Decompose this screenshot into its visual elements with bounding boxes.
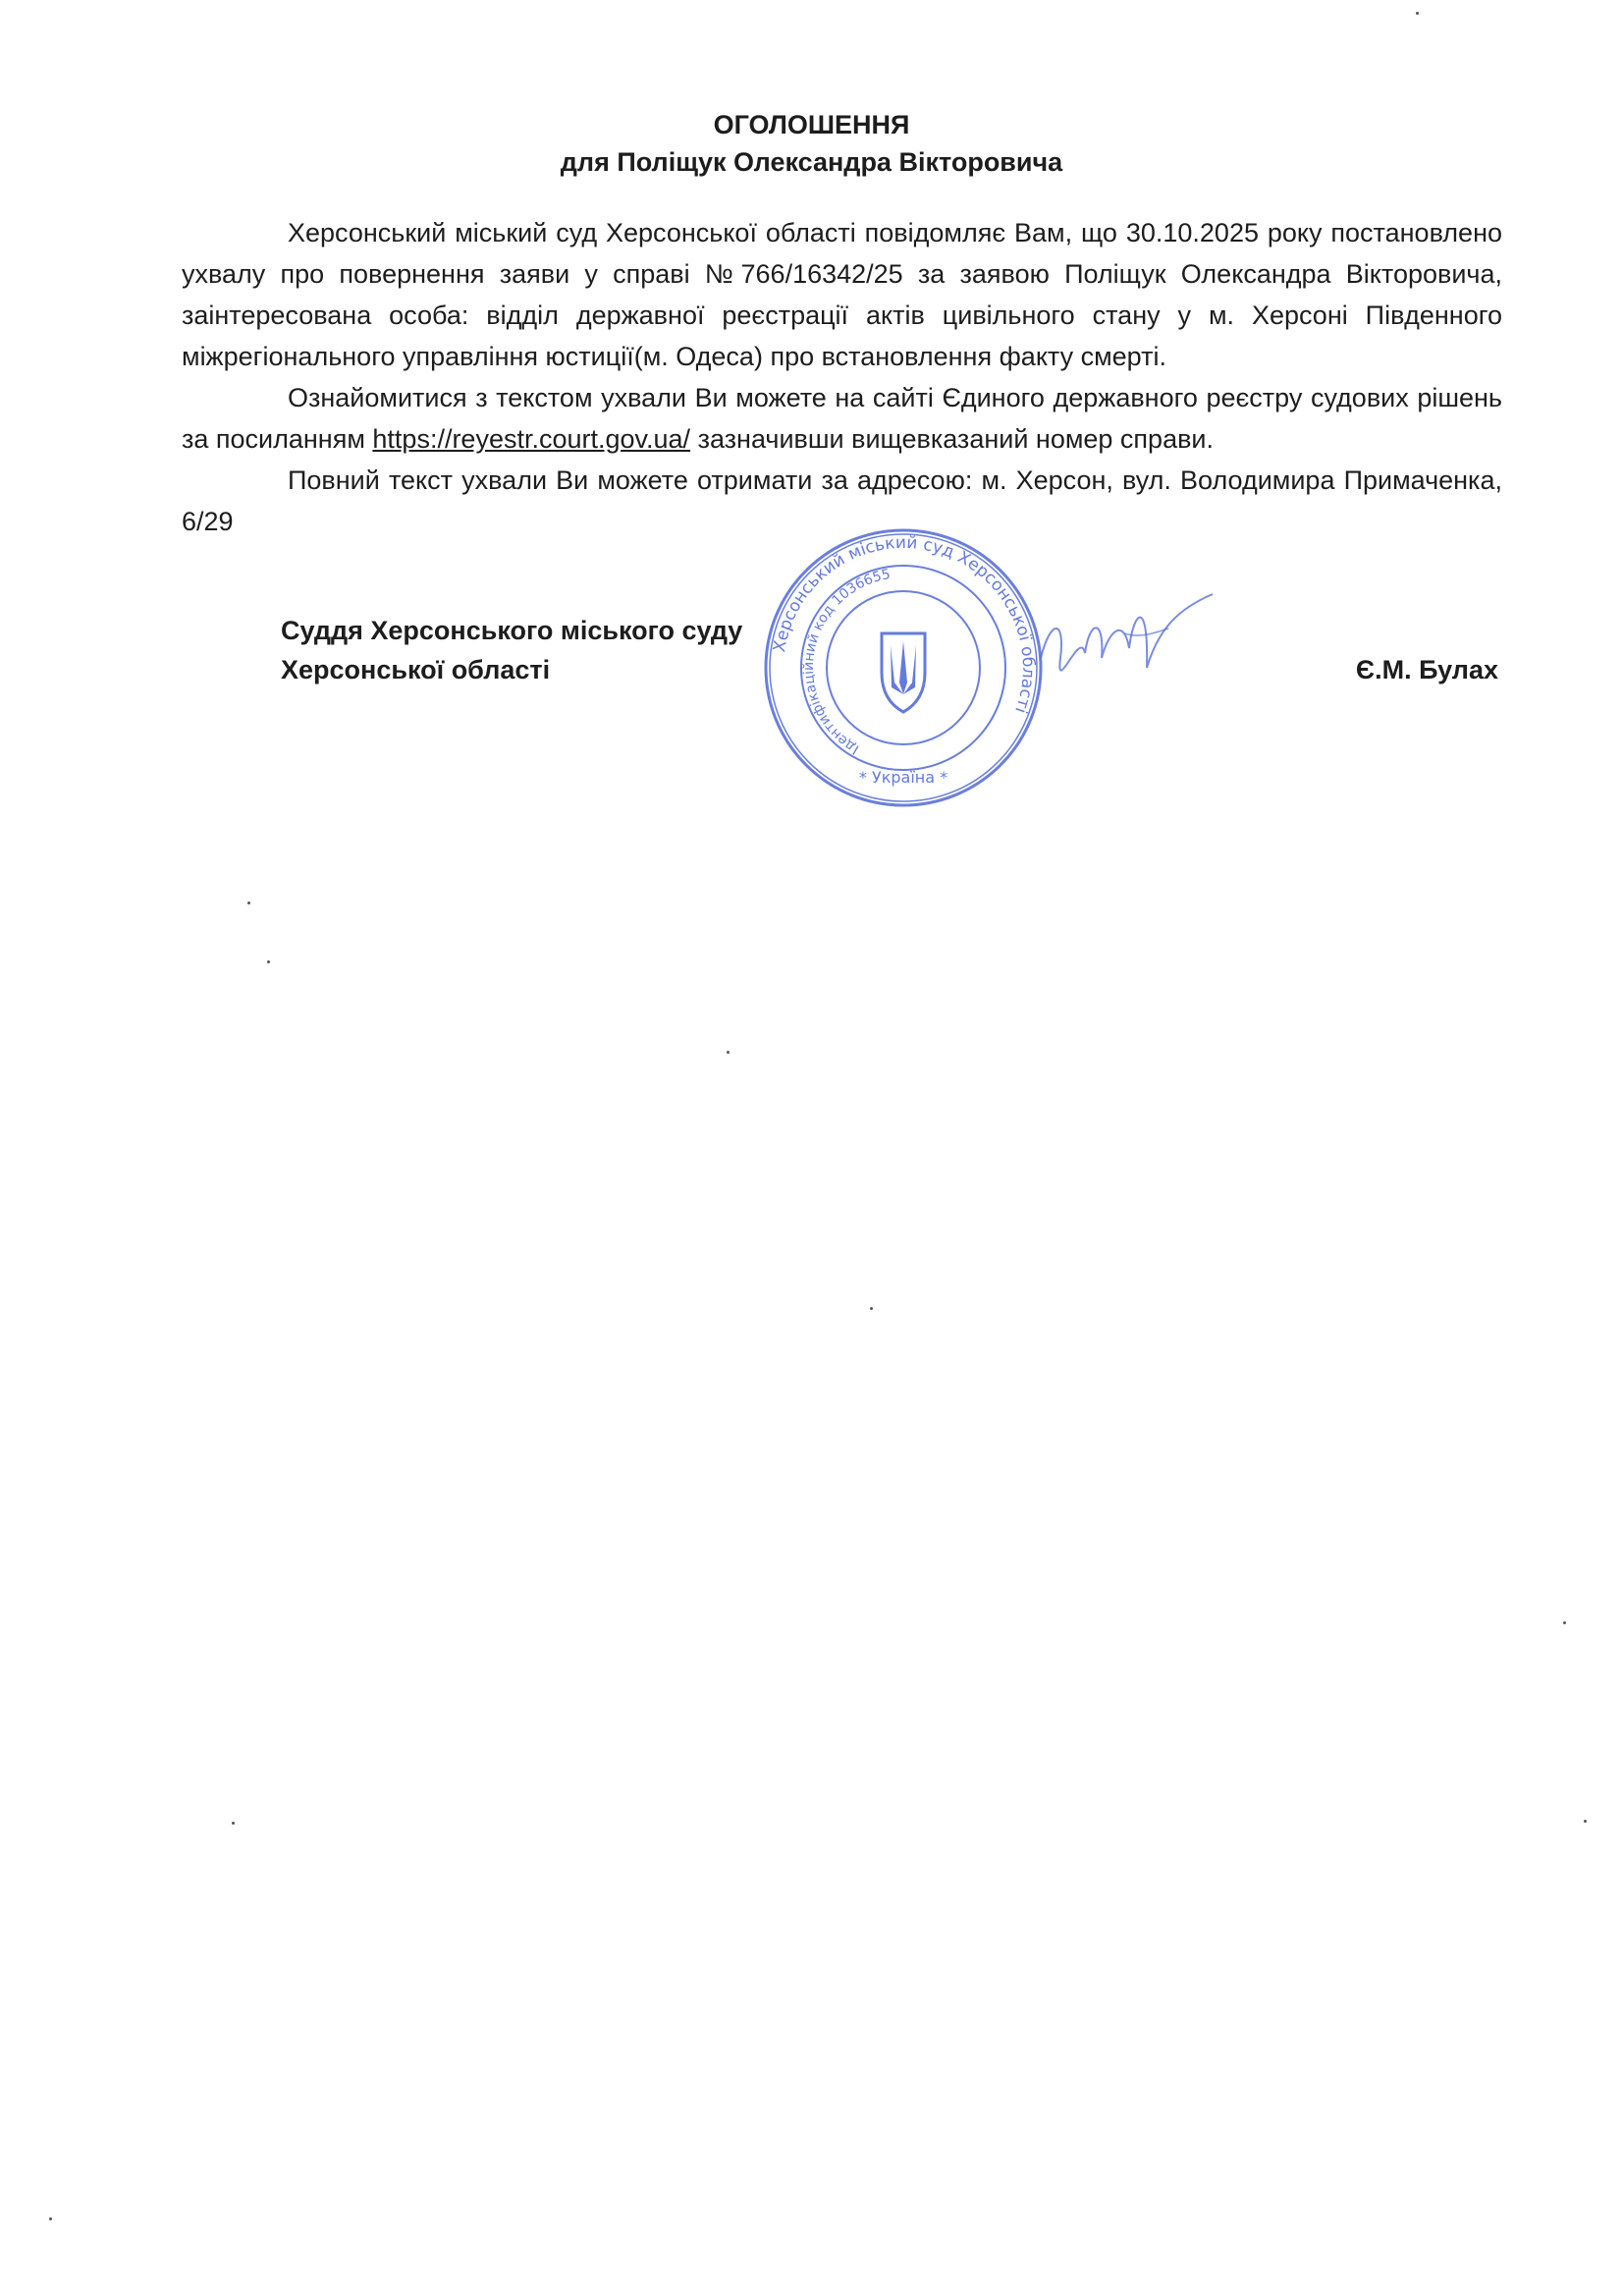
judge-position-line-1: Суддя Херсонського міського суду — [281, 616, 743, 645]
scan-speck — [870, 1307, 873, 1310]
scan-speck — [1584, 1820, 1587, 1823]
judge-position-line-2: Херсонської області — [281, 655, 551, 684]
handwritten-signature — [1031, 589, 1217, 697]
announcement-heading — [0, 106, 1623, 181]
registry-text-after: зазначивши вищевказаний номер справи. — [690, 424, 1215, 454]
announcement-body — [182, 212, 1502, 542]
paragraph-registry — [182, 377, 1502, 460]
scan-speck — [1563, 1621, 1566, 1624]
scan-speck — [49, 2217, 52, 2220]
seal-inner-text: Ідентифікаційний код 1036655 — [800, 566, 893, 758]
scan-speck — [1416, 12, 1419, 15]
trident-icon — [882, 633, 925, 712]
registry-link[interactable]: https://reyestr.court.gov.ua/ — [372, 424, 691, 454]
court-seal — [756, 525, 1051, 810]
seal-outer-text: Херсонський міський суд Херсонської області — [770, 532, 1039, 716]
paragraph-address: Повний текст ухвали Ви можете отримати за адресою: м. Херсон, вул. Володимира Примаченка, 6/29 — [182, 465, 1502, 536]
scan-speck — [247, 902, 250, 904]
scan-speck — [232, 1822, 235, 1825]
page-title: ОГОЛОШЕННЯ — [713, 110, 910, 139]
judge-name: Є.М. Булах — [1355, 655, 1498, 684]
page-subtitle: для Поліщук Олександра Вікторовича — [560, 147, 1063, 177]
registry-text-before: Ознайомитися з текстом ухвали Ви можете на сайті Єдиного державного реєстру судових рішень за посиланням — [182, 383, 1502, 454]
paragraph-decision: Херсонський міський суд Херсонської області повідомляє Вам, що 30.10.2025 року постановлено ухвалу про повернення заяви у справі №766/16342/25 за заявою Поліщук Олександра Вікторовича, заінтересована особа: відділ державної реєстрації актів цивільного стану у м. Херсоні Південного міжрегіонального управління юстиції(м. Одеса) про встановлення факту смерті. — [182, 218, 1502, 371]
seal-country-text: * Україна * — [858, 768, 948, 787]
scan-speck — [727, 1051, 730, 1054]
scan-speck — [267, 960, 270, 963]
